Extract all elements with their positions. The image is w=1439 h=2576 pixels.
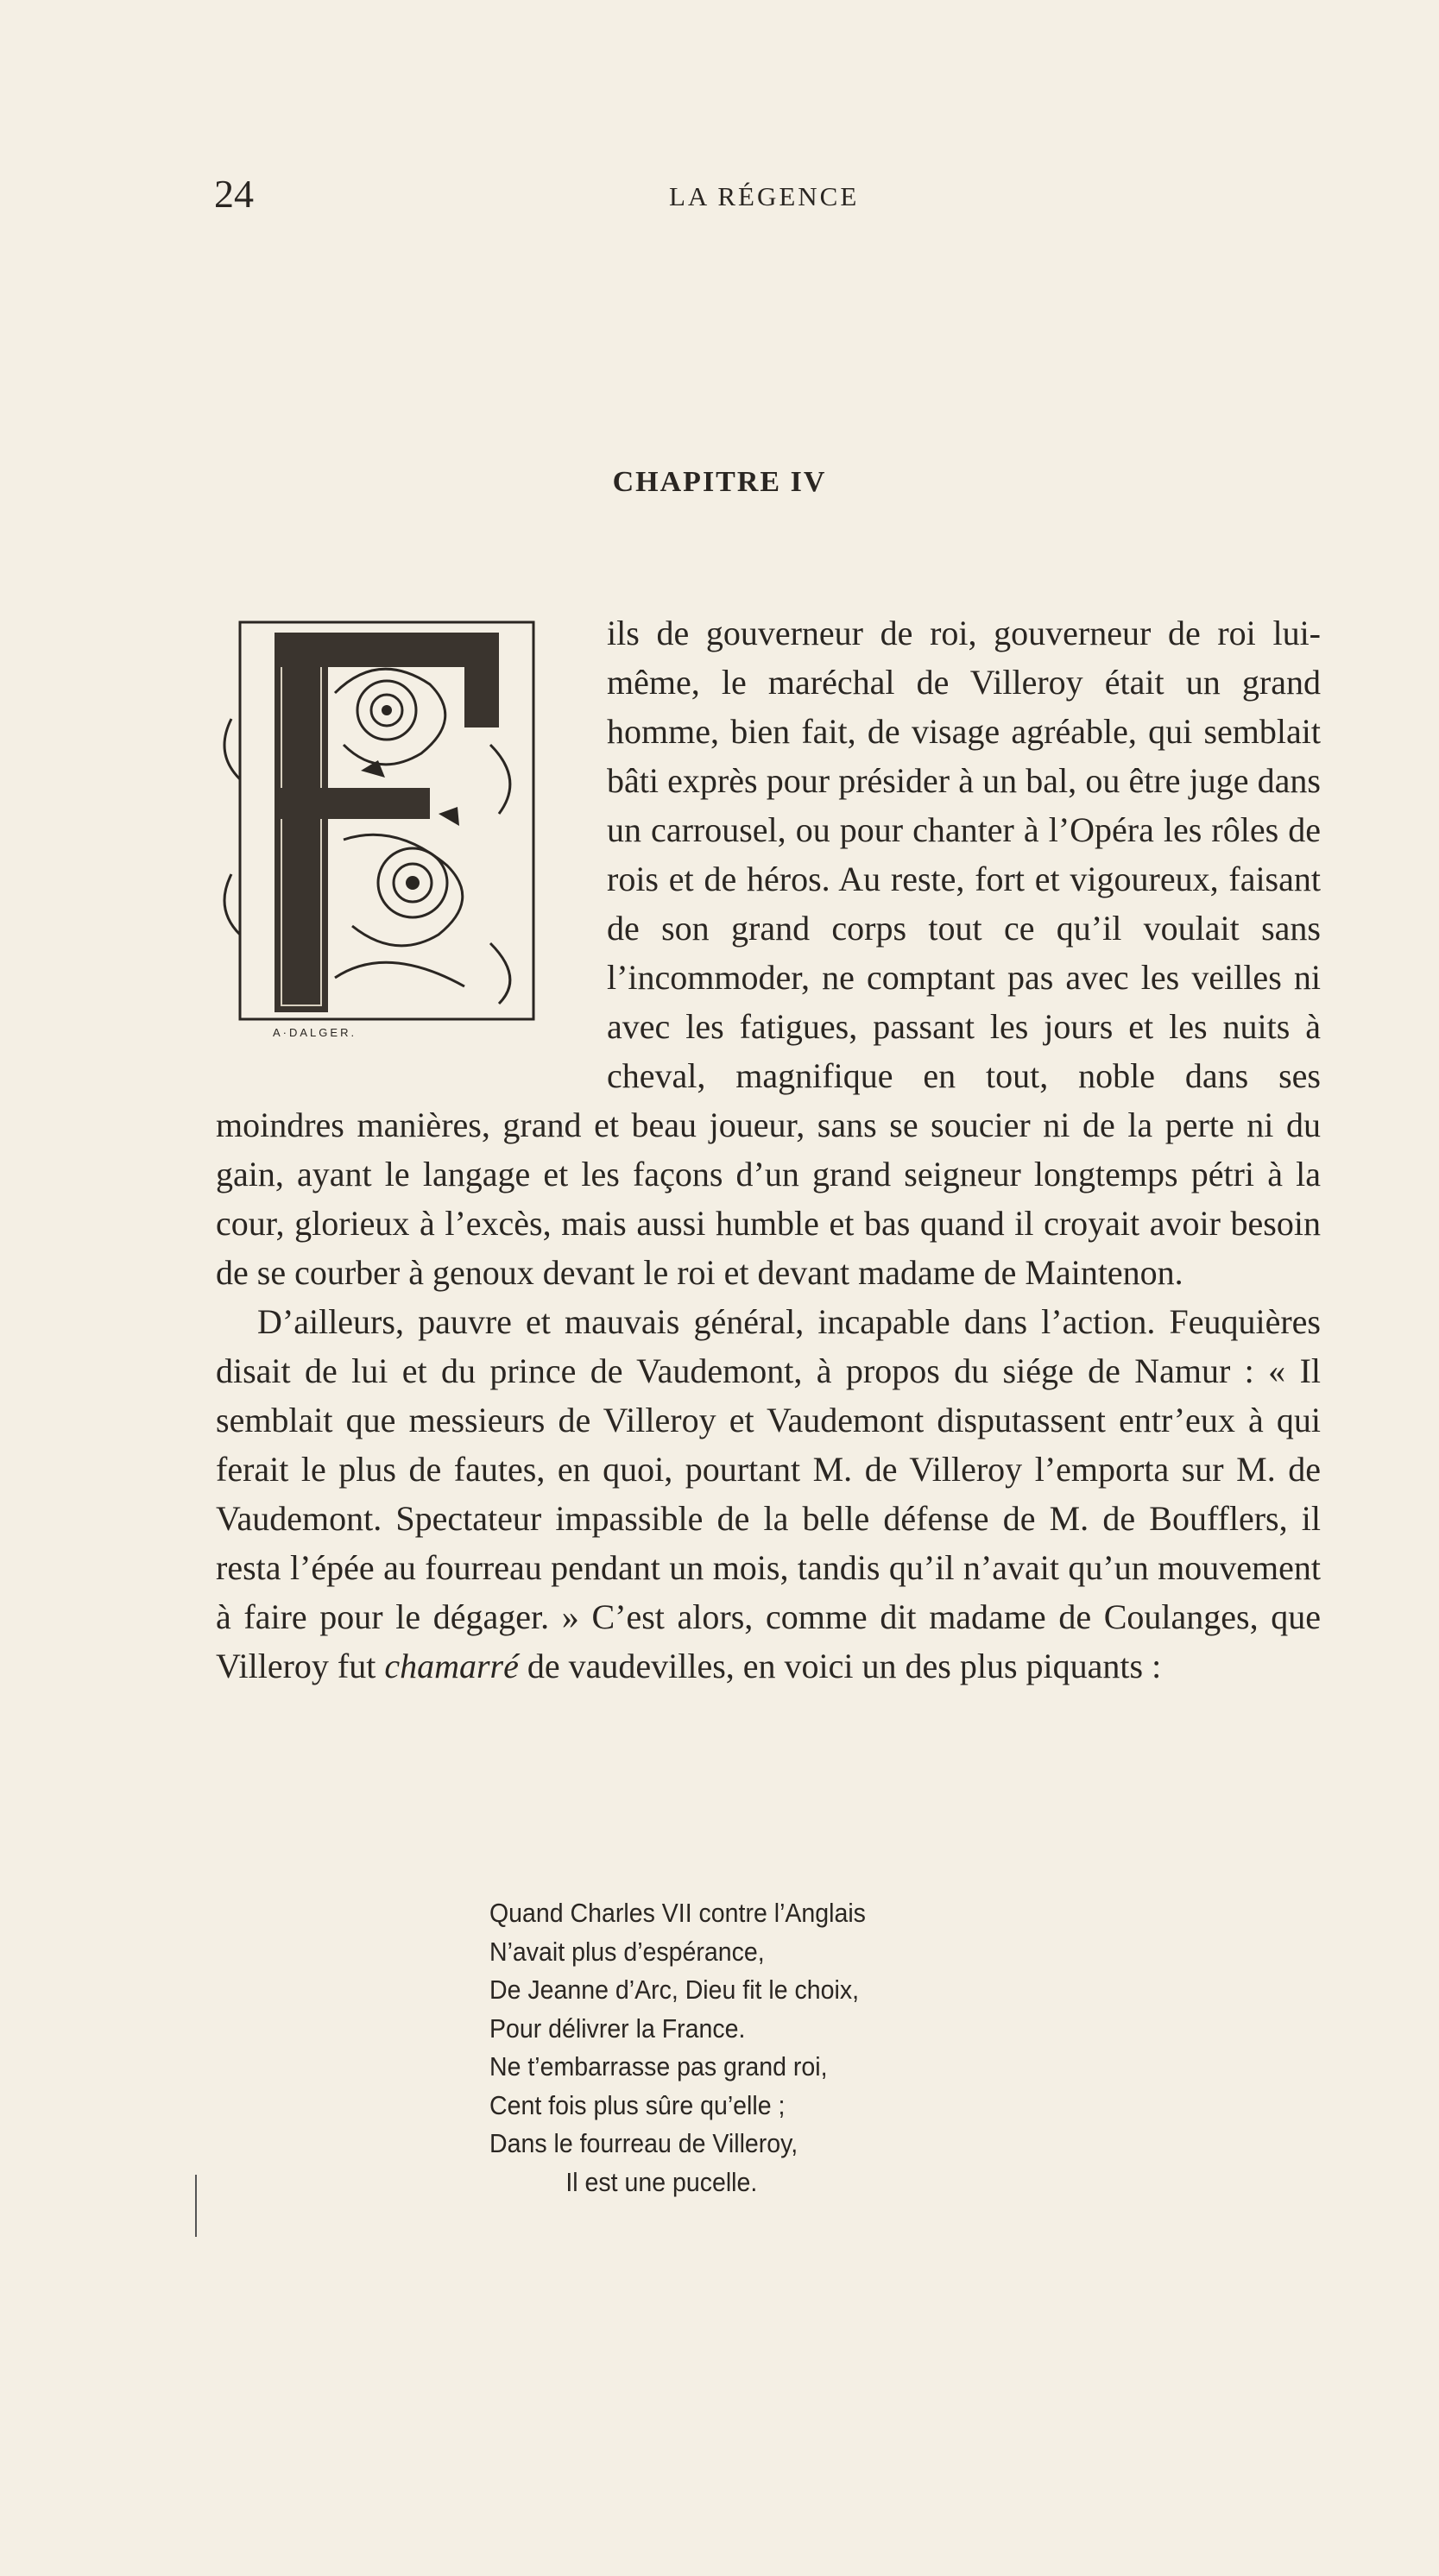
margin-mark	[195, 2175, 197, 2237]
paragraph-2-text-a: D’ailleurs, pauvre et mauvais général, incapable dans l’action. Feuquières disait de lui et du prince de Vaudemont, à propos du siége de Namur : « Il semblait que messieurs de Villeroy et Vaudemont disputassent entr’eux à qui ferait le plus de fautes, en quoi, pourtant M. de Villeroy l’emporta sur M. de Vaudemont. Spectateur impassible de la belle défense de M. de Boufflers, il resta l’épée au fourreau pendant un mois, tandis qu’il n’avait qu’un mouvement à faire pour le dégager. » C’est alors, comme dit madame de Coulanges, que Villeroy fut	[216, 1302, 1321, 1685]
poem	[489, 1894, 866, 2201]
page-number: 24	[214, 172, 254, 216]
paragraph-2-text-b: de vaudevilles, en voici un des plus piquants :	[527, 1647, 1162, 1685]
poem-line: Cent fois plus sûre qu’elle ;	[489, 2089, 786, 2120]
poem-line: Il est une pucelle.	[565, 2166, 758, 2197]
chapter-title: CHAPITRE IV	[612, 466, 827, 498]
poem-line: De Jeanne d’Arc, Dieu fit le choix,	[489, 1975, 860, 2005]
ornamental-letter-f-icon	[205, 615, 568, 1042]
poem-line: Dans le fourreau de Villeroy,	[489, 2128, 798, 2158]
drop-cap-illustration	[205, 615, 590, 1064]
emphasis-word: chamarré	[384, 1647, 519, 1685]
engraver-signature: A·DALGER.	[273, 1026, 357, 1039]
main-text	[216, 608, 1321, 1691]
poem-line: N’avait plus d’espérance,	[489, 1936, 765, 1967]
paragraph-1-text: ils de gouverneur de roi, gouverneur de roi lui-même, le maréchal de Villeroy était un grand homme, bien fait, de visage agréable, qui semblait bâti exprès pour présider à un bal, ou être juge dans un carrousel, ou pour chanter à l’Opéra les rôles de rois et de héros. Au reste, fort et vigoureux, faisant de son grand corps tout ce qu’il voulait sans l’incommoder, ne comptant pas avec les veilles ni avec les fatigues, passant les jours et les nuits à cheval, magnifique en tout, noble dans ses moindres manières, grand et beau joueur, sans se soucier ni de la perte ni du gain, ayant le langage et les façons d’un grand seigneur longtemps pétri à la cour, glorieux à l’excès, mais aussi humble et bas quand il croyait avoir besoin de se courber à genoux devant le roi et devant madame de Maintenon.	[216, 614, 1321, 1292]
poem-line: Ne t’embarrasse pas grand roi,	[489, 2051, 828, 2082]
paragraph-2	[216, 1297, 1321, 1691]
running-title: LA RÉGENCE	[669, 181, 860, 211]
poem-line: Quand Charles VII contre l’Anglais	[489, 1898, 866, 1928]
poem-line: Pour délivrer la France.	[489, 2012, 746, 2044]
